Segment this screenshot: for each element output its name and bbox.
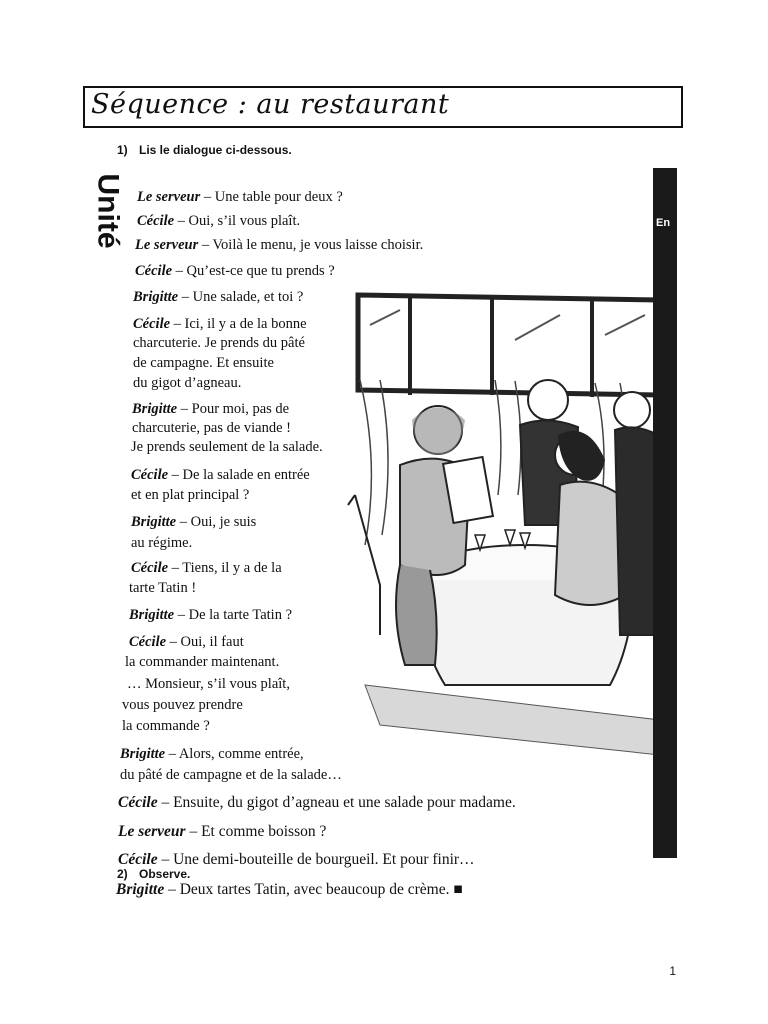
dialogue-line: Cécile – Ici, il y a de la bonne xyxy=(133,316,307,332)
instruction-number: 1) xyxy=(117,143,128,157)
dialogue-line: au régime. xyxy=(131,535,193,551)
dialogue-line: Brigitte – De la tarte Tatin ? xyxy=(129,607,293,623)
instruction-1 xyxy=(117,143,292,157)
dialogue-line: … Monsieur, s’il vous plaît, xyxy=(127,676,290,692)
dialogue-line: Brigitte – Oui, je suis xyxy=(131,514,257,530)
dialogue-line: Brigitte – Deux tartes Tatin, avec beaucoup de crème. ■ xyxy=(116,881,463,898)
dialogue-line: du gigot d’agneau. xyxy=(133,375,242,391)
dialogue-line: Le serveur – Voilà le menu, je vous laisse choisir. xyxy=(135,237,424,253)
page-title: Séquence : au restaurant xyxy=(91,89,450,120)
dialogue-line: Le serveur – Et comme boisson ? xyxy=(118,823,327,840)
title-box xyxy=(83,86,683,128)
dialogue-line: du pâté de campagne et de la salade… xyxy=(120,767,342,783)
instruction-text: Lis le dialogue ci-dessous. xyxy=(139,143,292,157)
side-unit-label: Unité xyxy=(91,173,125,249)
restaurant-illustration xyxy=(320,165,680,765)
instruction-text: Observe. xyxy=(139,867,191,881)
dialogue-line: Brigitte – Alors, comme entrée, xyxy=(120,746,304,762)
dialogue-line: charcuterie, pas de viande ! xyxy=(132,420,292,436)
dialogue-line: Cécile – De la salade en entrée xyxy=(131,467,310,483)
dialogue-line: Cécile – Oui, il faut xyxy=(129,634,244,650)
dialogue-line: tarte Tatin ! xyxy=(129,580,197,596)
dialogue-line: la commande ? xyxy=(122,718,210,734)
dialogue-line: Cécile – Ensuite, du gigot d’agneau et une salade pour madame. xyxy=(118,794,516,811)
dialogue-line: charcuterie. Je prends du pâté xyxy=(133,335,305,351)
dialogue-line: Cécile – Une demi-bouteille de bourgueil. Et pour finir… xyxy=(118,851,475,868)
dialogue-line: vous pouvez prendre xyxy=(122,697,243,713)
dialogue-line: Cécile – Qu’est-ce que tu prends ? xyxy=(135,263,335,279)
decorative-strip xyxy=(653,168,677,858)
dialogue-line: Brigitte – Pour moi, pas de xyxy=(132,401,290,417)
dialogue-line: Brigitte – Une salade, et toi ? xyxy=(133,289,304,305)
dialogue-line: Le serveur – Une table pour deux ? xyxy=(137,189,343,205)
dialogue-line: de campagne. Et ensuite xyxy=(133,355,274,371)
corner-label: En xyxy=(656,217,671,229)
page-number: 1 xyxy=(669,964,676,978)
dialogue-line: et en plat principal ? xyxy=(131,487,250,503)
dialogue-line: Je prends seulement de la salade. xyxy=(131,439,323,455)
instruction-2 xyxy=(117,867,190,881)
dialogue-line: la commander maintenant. xyxy=(125,654,280,670)
instruction-number: 2) xyxy=(117,867,128,881)
dialogue-line: Cécile – Oui, s’il vous plaît. xyxy=(137,213,301,229)
dialogue-line: Cécile – Tiens, il y a de la xyxy=(131,560,282,576)
